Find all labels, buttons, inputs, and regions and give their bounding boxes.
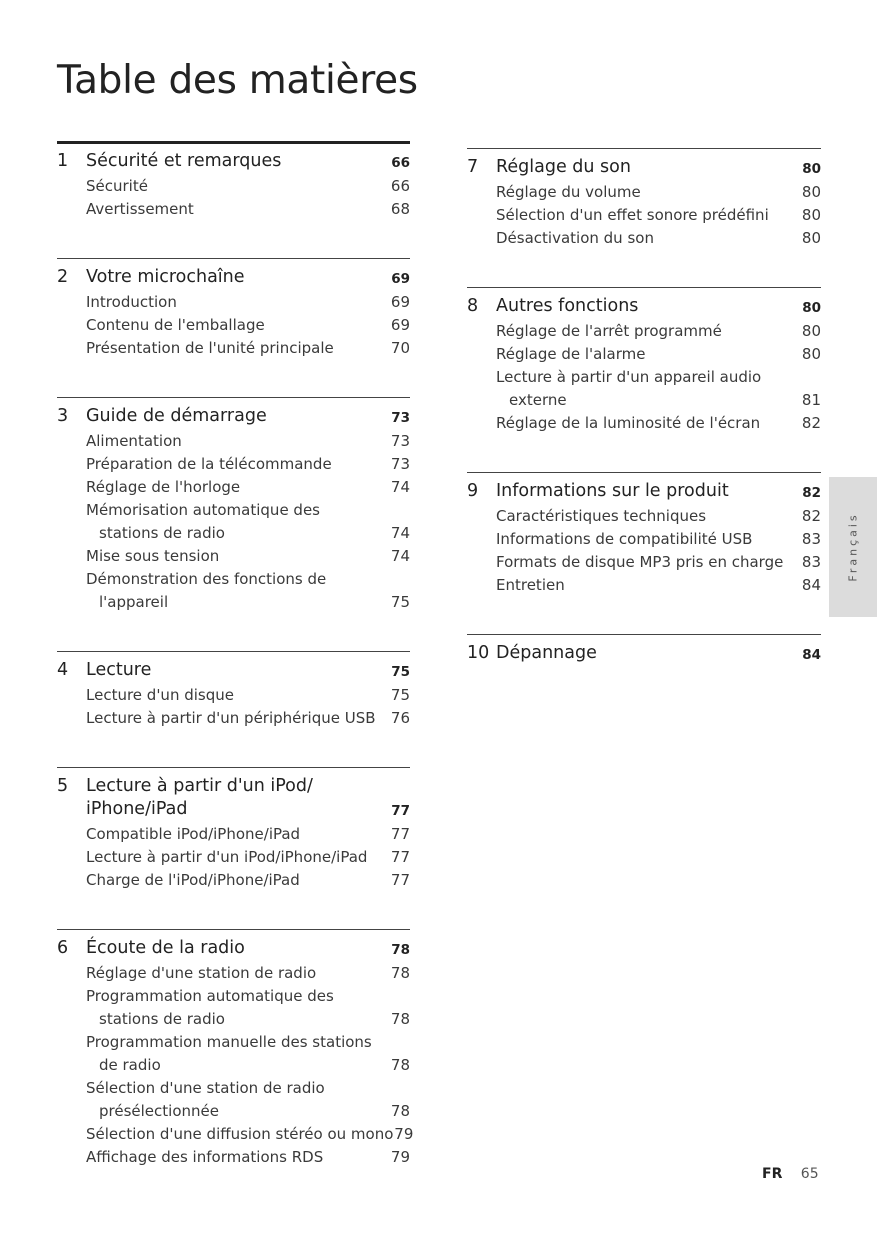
section-number: 2	[57, 267, 69, 287]
section-page-number: 66	[391, 155, 410, 171]
toc-section	[57, 397, 410, 614]
toc-entry-text: présélectionnée	[99, 1102, 219, 1120]
toc-section	[467, 634, 821, 667]
section-items	[86, 175, 410, 221]
section-page-number: 80	[802, 161, 821, 177]
section-title-line: Autres fonctions	[496, 296, 639, 316]
section-title-line: Lecture à partir d'un iPod/	[86, 776, 313, 796]
toc-entry-label	[86, 175, 390, 198]
section-title	[86, 266, 391, 289]
section-items	[86, 430, 410, 614]
section-title	[496, 480, 802, 503]
section-title-line: iPhone/iPad	[86, 799, 188, 819]
toc-entry[interactable]	[496, 320, 821, 343]
section-title	[86, 659, 391, 682]
toc-entry-text: Réglage d'une station de radio	[86, 964, 317, 982]
section-heading[interactable]	[57, 150, 410, 175]
toc-entry-text: Avertissement	[86, 200, 194, 218]
toc-entry-text: Réglage de l'alarme	[496, 345, 646, 363]
toc-entry-text: Sélection d'une station de radio	[86, 1079, 325, 1097]
page-title: Table des matières	[57, 58, 418, 103]
toc-entry-text: Programmation manuelle des stations	[86, 1033, 372, 1051]
toc-entry-label	[496, 320, 801, 343]
toc-entry-page-number: 78	[390, 1010, 410, 1028]
toc-section	[467, 287, 821, 435]
section-heading[interactable]	[57, 266, 410, 291]
section-title	[86, 405, 391, 428]
toc-section	[467, 472, 821, 597]
toc-entry-page-number: 80	[801, 206, 821, 224]
toc-entry-text: Lecture à partir d'un iPod/iPhone/iPad	[86, 848, 368, 866]
section-heading[interactable]	[57, 775, 410, 823]
section-title	[496, 156, 802, 179]
toc-entry-label	[496, 204, 801, 227]
section-number: 7	[467, 157, 479, 177]
section-page-number: 82	[802, 485, 821, 501]
toc-entry-page-number: 80	[801, 183, 821, 201]
toc-entry-label	[496, 366, 801, 412]
section-heading[interactable]	[57, 937, 410, 962]
section-items	[86, 291, 410, 360]
toc-entry[interactable]	[496, 366, 821, 412]
section-heading[interactable]	[57, 405, 410, 430]
section-title	[86, 775, 391, 821]
toc-entry-label	[86, 568, 390, 614]
footer-page-number: 65	[800, 1166, 819, 1182]
section-title-line: Guide de démarrage	[86, 406, 267, 426]
toc-entry-page-number: 80	[801, 229, 821, 247]
toc-entry-page-number: 69	[390, 316, 410, 334]
toc-entry[interactable]	[86, 1077, 410, 1123]
toc-entry-label	[496, 574, 801, 597]
toc-entry[interactable]	[86, 337, 410, 360]
toc-entry-label	[86, 869, 390, 892]
toc-entry-label	[496, 181, 801, 204]
toc-entry[interactable]	[496, 181, 821, 204]
section-title	[86, 150, 391, 173]
section-heading[interactable]	[467, 295, 821, 320]
toc-entry[interactable]	[86, 1123, 414, 1146]
toc-entry-text: Sélection d'un effet sonore prédéfini	[496, 206, 769, 224]
section-number: 8	[467, 296, 479, 316]
toc-column-right	[467, 148, 821, 704]
toc-entry-text: stations de radio	[99, 1010, 225, 1028]
section-page-number: 77	[391, 803, 410, 819]
section-title-line: Écoute de la radio	[86, 938, 245, 958]
toc-entry-page-number: 84	[801, 576, 821, 594]
toc-entry-label	[496, 227, 801, 250]
toc-entry-page-number: 75	[390, 593, 410, 611]
section-title-line: Lecture	[86, 660, 152, 680]
section-number: 6	[57, 938, 69, 958]
toc-entry-page-number: 73	[390, 455, 410, 473]
section-title	[496, 295, 802, 318]
toc-entry-label	[86, 337, 390, 360]
toc-entry[interactable]	[496, 412, 821, 435]
toc-entry[interactable]	[86, 684, 410, 707]
toc-entry-text: Compatible iPod/iPhone/iPad	[86, 825, 301, 843]
section-page-number: 75	[391, 664, 410, 680]
toc-entry[interactable]	[86, 545, 410, 568]
toc-entry[interactable]	[86, 1146, 410, 1169]
section-heading[interactable]	[57, 659, 410, 684]
toc-entry-text: Entretien	[496, 576, 565, 594]
section-page-number: 84	[802, 647, 821, 663]
toc-entry-label	[86, 545, 390, 568]
section-items	[86, 823, 410, 892]
toc-entry-text: Sécurité	[86, 177, 148, 195]
toc-entry[interactable]	[86, 568, 410, 614]
section-number: 5	[57, 776, 69, 796]
toc-entry-text: Lecture à partir d'un périphérique USB	[86, 709, 376, 727]
toc-entry-label	[86, 430, 390, 453]
toc-entry-label	[496, 412, 801, 435]
toc-entry-page-number: 80	[801, 322, 821, 340]
toc-entry-text: stations de radio	[99, 524, 225, 542]
section-items	[86, 684, 410, 730]
toc-section	[57, 767, 410, 892]
section-title-line: Dépannage	[496, 643, 597, 663]
toc-entry-text: Réglage de l'arrêt programmé	[496, 322, 722, 340]
toc-entry[interactable]	[86, 198, 410, 221]
toc-entry-label	[86, 453, 390, 476]
toc-entry-page-number: 79	[390, 1148, 410, 1166]
toc-entry-page-number: 77	[390, 825, 410, 843]
toc-entry-label	[86, 1146, 390, 1169]
toc-entry-label	[86, 499, 390, 545]
toc-entry-text: Sélection d'une diffusion stéréo ou mono	[86, 1125, 394, 1143]
section-heading[interactable]	[467, 642, 821, 667]
toc-entry[interactable]	[496, 505, 821, 528]
toc-entry-page-number: 82	[801, 414, 821, 432]
section-number: 3	[57, 406, 69, 426]
toc-entry-label	[86, 1031, 390, 1077]
section-heading[interactable]	[467, 480, 821, 505]
section-title-line: Sécurité et remarques	[86, 151, 282, 171]
language-tab	[829, 477, 877, 617]
toc-entry[interactable]	[496, 528, 821, 551]
toc-entry-page-number: 83	[801, 553, 821, 571]
section-title	[86, 937, 391, 960]
section-number: 9	[467, 481, 479, 501]
toc-entry[interactable]	[496, 343, 821, 366]
toc-entry-text: Informations de compatibilité USB	[496, 530, 753, 548]
toc-entry-text: Réglage du volume	[496, 183, 641, 201]
toc-entry-text: Désactivation du son	[496, 229, 654, 247]
toc-entry-page-number: 68	[390, 200, 410, 218]
section-title-line: Réglage du son	[496, 157, 631, 177]
toc-entry[interactable]	[86, 430, 410, 453]
toc-entry-text: Préparation de la télécommande	[86, 455, 332, 473]
toc-entry-page-number: 76	[390, 709, 410, 727]
toc-entry-text: Lecture d'un disque	[86, 686, 234, 704]
toc-entry[interactable]	[86, 1031, 410, 1077]
toc-entry-page-number: 82	[801, 507, 821, 525]
section-page-number: 80	[802, 300, 821, 316]
toc-entry-page-number: 79	[394, 1125, 414, 1143]
toc-entry-text: Lecture à partir d'un appareil audio	[496, 368, 762, 386]
toc-entry-label	[86, 962, 390, 985]
toc-entry-page-number: 83	[801, 530, 821, 548]
section-items	[496, 181, 821, 250]
toc-entry-page-number: 78	[390, 964, 410, 982]
toc-entry[interactable]	[86, 453, 410, 476]
toc-entry-text: Réglage de la luminosité de l'écran	[496, 414, 761, 432]
toc-entry-text: Programmation automatique des	[86, 987, 334, 1005]
toc-entry-text: Mémorisation automatique des	[86, 501, 321, 519]
toc-entry-page-number: 81	[801, 391, 821, 409]
toc-entry-text: Affichage des informations RDS	[86, 1148, 324, 1166]
toc-entry[interactable]	[86, 985, 410, 1031]
toc-entry-text: externe	[509, 391, 567, 409]
toc-entry-page-number: 78	[390, 1102, 410, 1120]
toc-entry-text: Démonstration des fonctions de	[86, 570, 327, 588]
section-items	[86, 962, 414, 1169]
toc-entry[interactable]	[86, 175, 410, 198]
section-page-number: 73	[391, 410, 410, 426]
section-title	[496, 642, 802, 665]
toc-entry-page-number: 70	[390, 339, 410, 357]
toc-entry[interactable]	[496, 551, 821, 574]
toc-entry-label	[86, 476, 390, 499]
toc-entry-text: Formats de disque MP3 pris en charge	[496, 553, 784, 571]
toc-entry[interactable]	[86, 314, 410, 337]
toc-entry[interactable]	[86, 823, 410, 846]
toc-entry-text: Introduction	[86, 293, 177, 311]
toc-entry-page-number: 78	[390, 1056, 410, 1074]
toc-entry-page-number: 73	[390, 432, 410, 450]
toc-entry-label	[86, 846, 390, 869]
toc-entry-page-number: 74	[390, 478, 410, 496]
toc-entry-page-number: 66	[390, 177, 410, 195]
language-tab-label: Français	[846, 512, 860, 582]
section-number: 4	[57, 660, 69, 680]
toc-entry-label	[86, 291, 390, 314]
toc-section	[57, 141, 410, 221]
section-number: 10	[467, 643, 490, 663]
toc-section	[57, 258, 410, 360]
toc-entry[interactable]	[86, 476, 410, 499]
section-number: 1	[57, 151, 69, 171]
page-footer	[762, 1166, 819, 1182]
toc-entry-label	[496, 343, 801, 366]
toc-section	[57, 929, 414, 1169]
toc-entry-label	[86, 684, 390, 707]
toc-entry-label	[496, 528, 801, 551]
toc-entry-text: Mise sous tension	[86, 547, 220, 565]
toc-entry[interactable]	[86, 499, 410, 545]
toc-entry[interactable]	[496, 227, 821, 250]
section-page-number: 69	[391, 271, 410, 287]
toc-entry-page-number: 75	[390, 686, 410, 704]
toc-entry-text: Présentation de l'unité principale	[86, 339, 334, 357]
toc-entry[interactable]	[86, 869, 410, 892]
toc-entry-page-number: 80	[801, 345, 821, 363]
toc-entry-text: Réglage de l'horloge	[86, 478, 241, 496]
toc-entry[interactable]	[86, 291, 410, 314]
toc-section	[57, 651, 410, 730]
toc-entry-label	[86, 314, 390, 337]
toc-entry-label	[86, 985, 390, 1031]
toc-entry-label	[496, 551, 801, 574]
toc-entry-text: Contenu de l'emballage	[86, 316, 265, 334]
toc-entry-label	[86, 198, 390, 221]
toc-entry[interactable]	[496, 204, 821, 227]
toc-entry-label	[86, 1077, 390, 1123]
section-title-line: Informations sur le produit	[496, 481, 729, 501]
footer-language: FR	[762, 1166, 783, 1182]
toc-section	[467, 148, 821, 250]
toc-entry-page-number: 74	[390, 524, 410, 542]
toc-entry-page-number: 77	[390, 848, 410, 866]
toc-entry-text: Caractéristiques techniques	[496, 507, 707, 525]
toc-entry-text: Charge de l'iPod/iPhone/iPad	[86, 871, 300, 889]
section-page-number: 78	[391, 942, 410, 958]
toc-entry-label	[86, 1123, 393, 1146]
toc-entry[interactable]	[496, 574, 821, 597]
toc-entry-page-number: 77	[390, 871, 410, 889]
toc-entry-text: Alimentation	[86, 432, 182, 450]
toc-entry[interactable]	[86, 846, 410, 869]
section-items	[496, 320, 821, 435]
toc-entry-page-number: 69	[390, 293, 410, 311]
section-title-line: Votre microchaîne	[86, 267, 245, 287]
toc-column-left	[57, 141, 414, 1206]
section-heading[interactable]	[467, 156, 821, 181]
toc-entry[interactable]	[86, 707, 410, 730]
toc-entry-text: de radio	[99, 1056, 161, 1074]
toc-entry-page-number: 74	[390, 547, 410, 565]
section-items	[496, 505, 821, 597]
toc-entry-label	[86, 707, 390, 730]
toc-entry-text: l'appareil	[99, 593, 169, 611]
toc-entry-label	[86, 823, 390, 846]
toc-entry[interactable]	[86, 962, 410, 985]
toc-entry-label	[496, 505, 801, 528]
